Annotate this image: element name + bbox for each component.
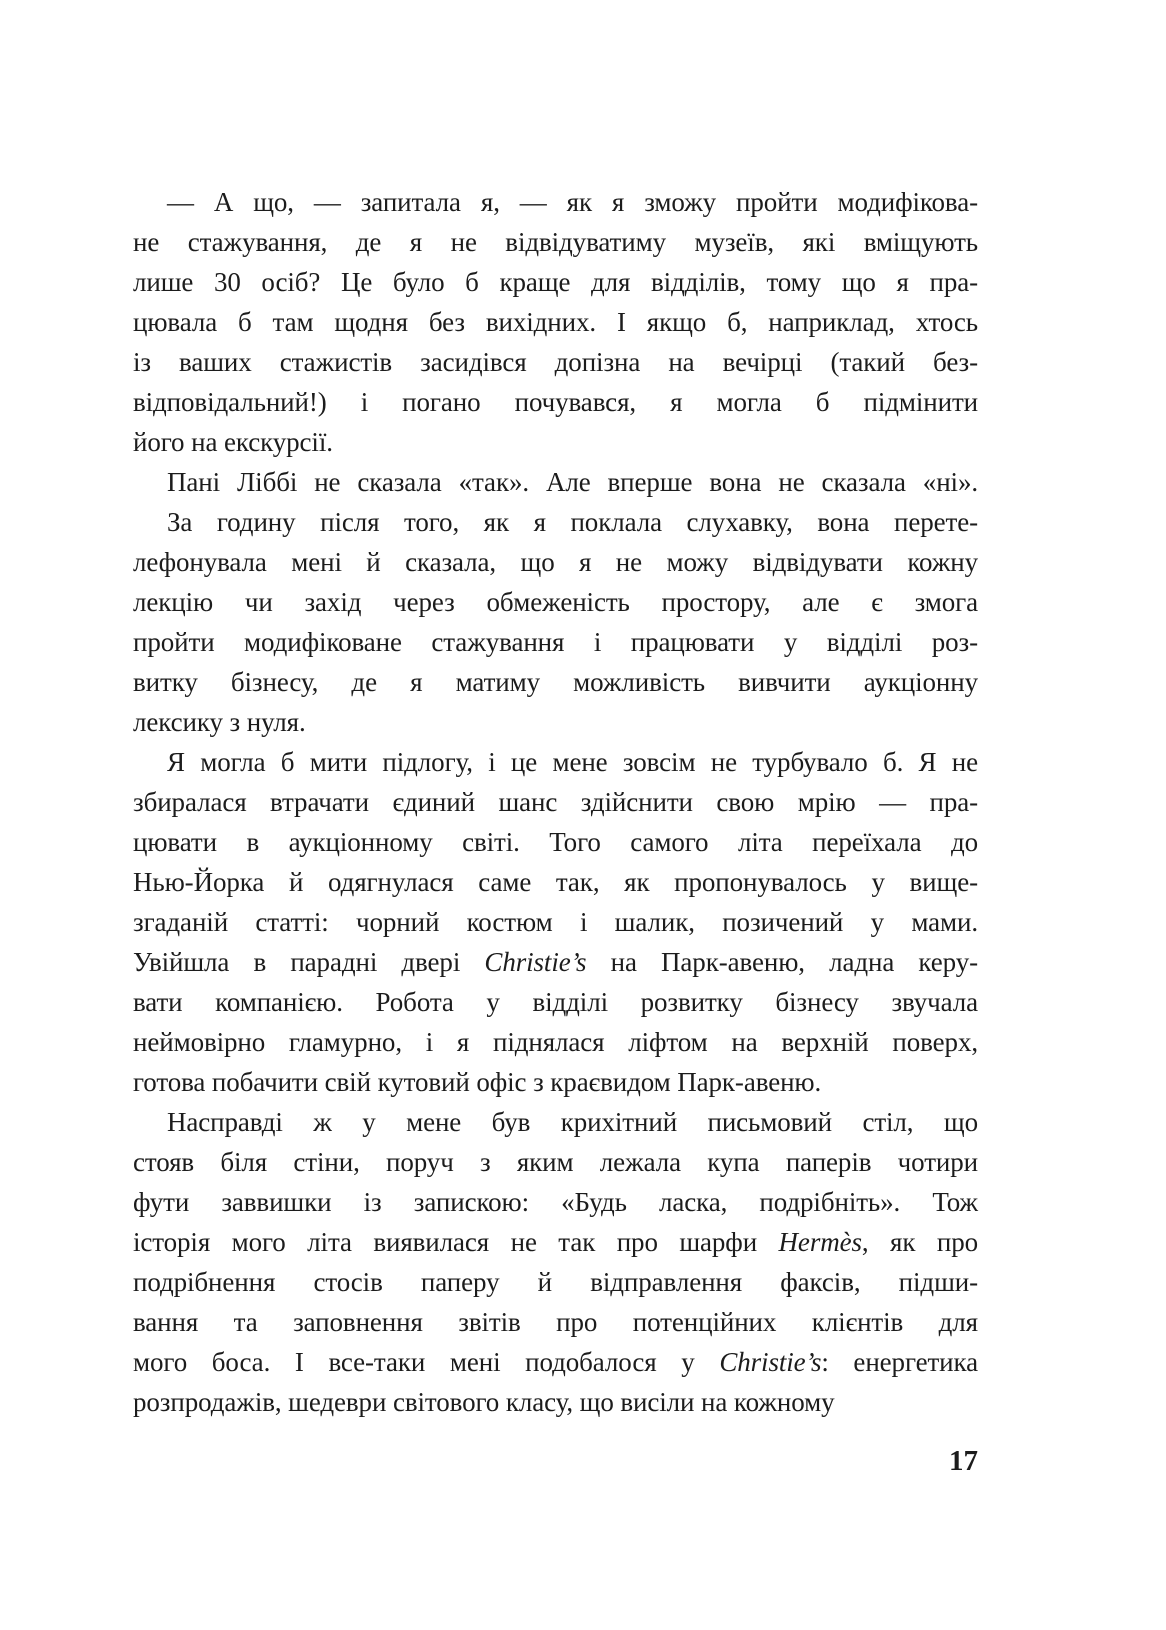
text-line [133, 1342, 978, 1382]
text-line [133, 1102, 978, 1142]
text-segment: мого боса. І все-таки мені подобалося у [133, 1347, 720, 1377]
body-text [133, 182, 978, 1422]
text-segment: лекцію чи захід через обмеженість простору, але є змога [133, 587, 978, 617]
text-segment: із ваших стажистів засидівся допізна на вечірці (такий без- [133, 347, 978, 377]
text-line [133, 462, 978, 502]
text-line [133, 542, 978, 582]
text-line [133, 1142, 978, 1182]
text-segment: стояв біля стіни, поруч з яким лежала купа паперів чотири [133, 1147, 978, 1177]
text-line [133, 502, 978, 542]
text-line [133, 182, 978, 222]
text-segment: лише 30 осіб? Це було б краще для відділів, тому що я пра- [133, 267, 978, 297]
text-segment: цювати в аукціонному світі. Того самого літа переїхала до [133, 827, 978, 857]
text-segment: відповідальний!) і погано почувався, я могла б підмінити [133, 387, 978, 417]
text-line [133, 1182, 978, 1222]
text-line [133, 862, 978, 902]
text-segment: , як про [861, 1227, 979, 1257]
text-line [133, 1022, 978, 1062]
text-line [133, 1062, 978, 1102]
text-line [133, 622, 978, 662]
text-line [133, 342, 978, 382]
text-line [133, 382, 978, 422]
text-segment: неймовірно гламурно, і я піднялася ліфтом на верхній поверх, [133, 1027, 978, 1057]
text-segment: — А що, — запитала я, — як я зможу пройти модифікова- [167, 187, 978, 217]
page-number: 17 [949, 1445, 978, 1477]
text-segment: на Парк-авеню, ладна керу- [586, 947, 978, 977]
text-line [133, 902, 978, 942]
text-segment: його на екскурсії. [133, 427, 333, 457]
text-line [133, 662, 978, 702]
text-line [133, 1382, 978, 1422]
text-line [133, 1262, 978, 1302]
text-segment: розпродажів, шедеври світового класу, що висіли на кожному [133, 1387, 835, 1417]
text-segment: За годину після того, як я поклала слухавку, вона перете- [167, 507, 978, 537]
text-line [133, 702, 978, 742]
text-line [133, 1302, 978, 1342]
text-segment: Насправді ж у мене був крихітний письмовий стіл, що [167, 1107, 978, 1137]
text-line [133, 782, 978, 822]
text-segment: лефонувала мені й сказала, що я не можу відвідувати кожну [133, 547, 978, 577]
text-line [133, 982, 978, 1022]
text-segment: не стажування, де я не відвідуватиму музеїв, які вміщують [133, 227, 978, 257]
text-line [133, 822, 978, 862]
text-segment: згаданій статті: чорний костюм і шалик, позичений у мами. [133, 907, 978, 937]
text-segment: подрібнення стосів паперу й відправлення факсів, підши- [133, 1267, 978, 1297]
text-segment: вання та заповнення звітів про потенційних клієнтів для [133, 1307, 978, 1337]
text-line [133, 582, 978, 622]
italic-text: Hermès [778, 1227, 862, 1257]
text-segment: Я могла б мити підлогу, і це мене зовсім не турбувало б. Я не [167, 747, 978, 777]
text-segment: історія мого літа виявилася не так про шарфи [133, 1227, 779, 1257]
text-line [133, 742, 978, 782]
text-line [133, 222, 978, 262]
text-segment: лексику з нуля. [133, 707, 306, 737]
text-segment: пройти модифіковане стажування і працювати у відділі роз- [133, 627, 978, 657]
text-line [133, 262, 978, 302]
text-segment: вати компанією. Робота у відділі розвитку бізнесу звучала [133, 987, 978, 1017]
text-line [133, 942, 978, 982]
text-line [133, 422, 978, 462]
text-segment: цювала б там щодня без вихідних. І якщо б, наприклад, хтось [133, 307, 978, 337]
text-segment: збиралася втрачати єдиний шанс здійснити свою мрію — пра- [133, 787, 978, 817]
italic-text: Christie’s [484, 947, 587, 977]
text-line [133, 1222, 978, 1262]
text-segment: готова побачити свій кутовий офіс з краєвидом Парк-авеню. [133, 1067, 822, 1097]
text-segment: Увійшла в парадні двері [133, 947, 485, 977]
text-segment: витку бізнесу, де я матиму можливість вивчити аукціонну [133, 667, 978, 697]
text-segment: фути заввишки із запискою: «Будь ласка, подрібніть». Тож [133, 1187, 978, 1217]
italic-text: Christie’s [719, 1347, 822, 1377]
text-segment: : енергетика [821, 1347, 978, 1377]
text-segment: Нью-Йорка й одягнулася саме так, як пропонувалось у вище- [133, 867, 978, 897]
text-line [133, 302, 978, 342]
text-segment: Пані Ліббі не сказала «так». Але вперше вона не сказала «ні». [167, 467, 978, 497]
